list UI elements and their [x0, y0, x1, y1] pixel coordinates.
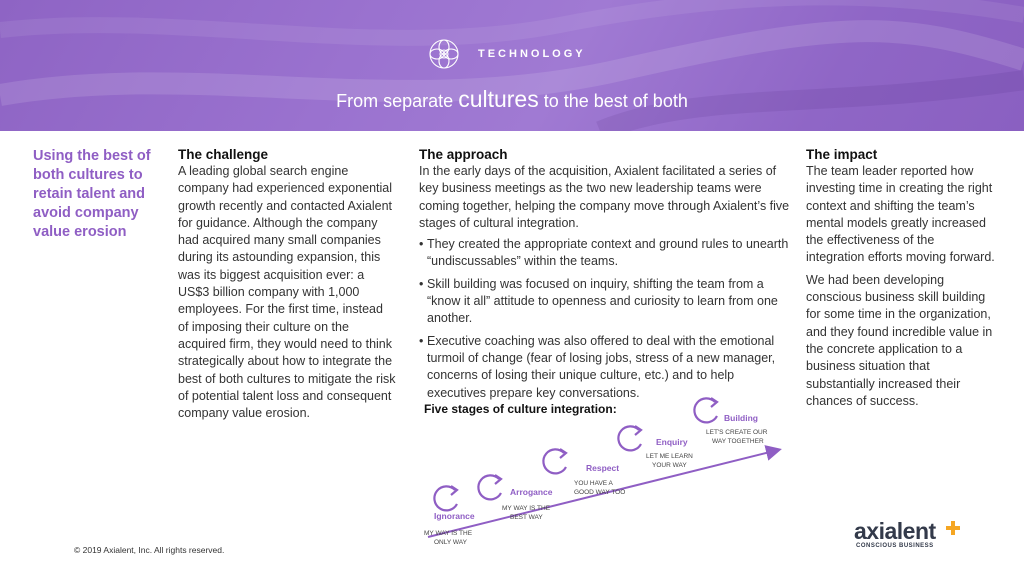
- title-emphasis: cultures: [458, 86, 539, 112]
- challenge-section: [178, 147, 396, 422]
- stage-enquiry: [618, 426, 693, 469]
- stage-line: YOUR WAY: [652, 462, 687, 469]
- page-title: [0, 86, 1024, 113]
- stage-line: BEST WAY: [510, 514, 543, 521]
- company-logo: [854, 519, 936, 549]
- approach-bullet: • Executive coaching was also offered to deal with the emotional turmoil of change (fear of losing jobs, stress of a new manager, concerns of losing their unique culture, etc.) and to help executives prepare key conversations.: [419, 333, 791, 402]
- stage-building: [694, 398, 767, 445]
- stage-arrogance: [478, 475, 552, 521]
- stage-name: Building: [724, 413, 758, 423]
- copyright-notice: © 2019 Axialent, Inc. All rights reserved.: [74, 545, 225, 555]
- stage-name: Ignorance: [434, 511, 475, 521]
- header-banner: [0, 0, 1024, 131]
- approach-bullets: [419, 236, 791, 402]
- refresh-cycle-icon: [543, 449, 566, 473]
- title-part-1: From separate: [336, 91, 459, 111]
- stage-line: MY WAY IS THE: [424, 530, 473, 537]
- approach-bullet: • Skill building was focused on inquiry, shifting the team from a “know it all” attitude to openness and curiosity to learn from one another.: [419, 276, 791, 328]
- refresh-cycle-icon: [478, 475, 501, 499]
- approach-title: The approach: [419, 147, 508, 162]
- challenge-title: The challenge: [178, 147, 269, 162]
- impact-title: The impact: [806, 147, 878, 162]
- stages-title: Five stages of culture integration:: [424, 402, 617, 416]
- approach-intro: In the early days of the acquisition, Axialent facilitated a series of key business meetings as the two new leadership teams were coming together, helping the company move through Axialent’s five stages of cultural integration.: [419, 164, 790, 230]
- sidebar-heading: Using the best of both cultures to retain talent and avoid company value erosion: [33, 148, 151, 240]
- challenge-body: A leading global search engine company had experienced exponential growth recently and contacted Axialent for guidance. Although the company had acquired many small companies during its astounding expansion, this was its biggest acquisition ever: a US$3 billion company with 1,000 employees. For the first time, instead of imposing their culture on the acquired firm, they would need to think strategically about how to integrate the best of both cultures to mitigate the risk of potential talent loss and consequent company value erosion.: [178, 164, 396, 421]
- approach-section: [419, 147, 791, 407]
- stage-line: YOU HAVE A: [574, 480, 613, 487]
- impact-para-1: The team leader reported how investing time in creating the right context and shifting the team’s mental models greatly increased the effectiveness of the integration efforts moving forward.: [806, 164, 995, 265]
- title-part-2: to the best of both: [538, 91, 688, 111]
- stage-line: LET ME LEARN: [646, 453, 693, 460]
- plus-logo-icon: [946, 521, 960, 535]
- stage-line: ONLY WAY: [434, 539, 467, 545]
- stage-name: Enquiry: [656, 437, 688, 447]
- industry-label: TECHNOLOGY: [478, 48, 586, 60]
- stage-line: WAY TOGETHER: [712, 438, 764, 445]
- stage-line: GOOD WAY TOO: [574, 489, 626, 496]
- flower-emblem-icon: [428, 38, 460, 70]
- refresh-cycle-icon: [618, 426, 641, 450]
- refresh-cycle-icon: [434, 486, 457, 510]
- stage-name: Respect: [586, 463, 620, 473]
- stage-ignorance: [424, 486, 475, 545]
- stages-diagram: [418, 395, 788, 545]
- stage-respect: [543, 449, 625, 496]
- stage-name: Arrogance: [510, 487, 553, 497]
- refresh-cycle-icon: [694, 398, 717, 422]
- stage-line: MY WAY IS THE: [502, 505, 551, 512]
- impact-section: [806, 147, 996, 410]
- logo-tagline: CONSCIOUS BUSINESS: [856, 543, 934, 549]
- impact-para-2: We had been developing conscious business skill building for some time in the organization, and they found incredible value in the concrete application to a business situation that substantially increased their chances of success.: [806, 272, 993, 408]
- approach-bullet: • They created the appropriate context and ground rules to unearth “undiscussables” within the teams.: [419, 236, 791, 271]
- stage-line: LET'S CREATE OUR: [706, 429, 768, 436]
- logo-wordmark: axialent: [854, 518, 936, 544]
